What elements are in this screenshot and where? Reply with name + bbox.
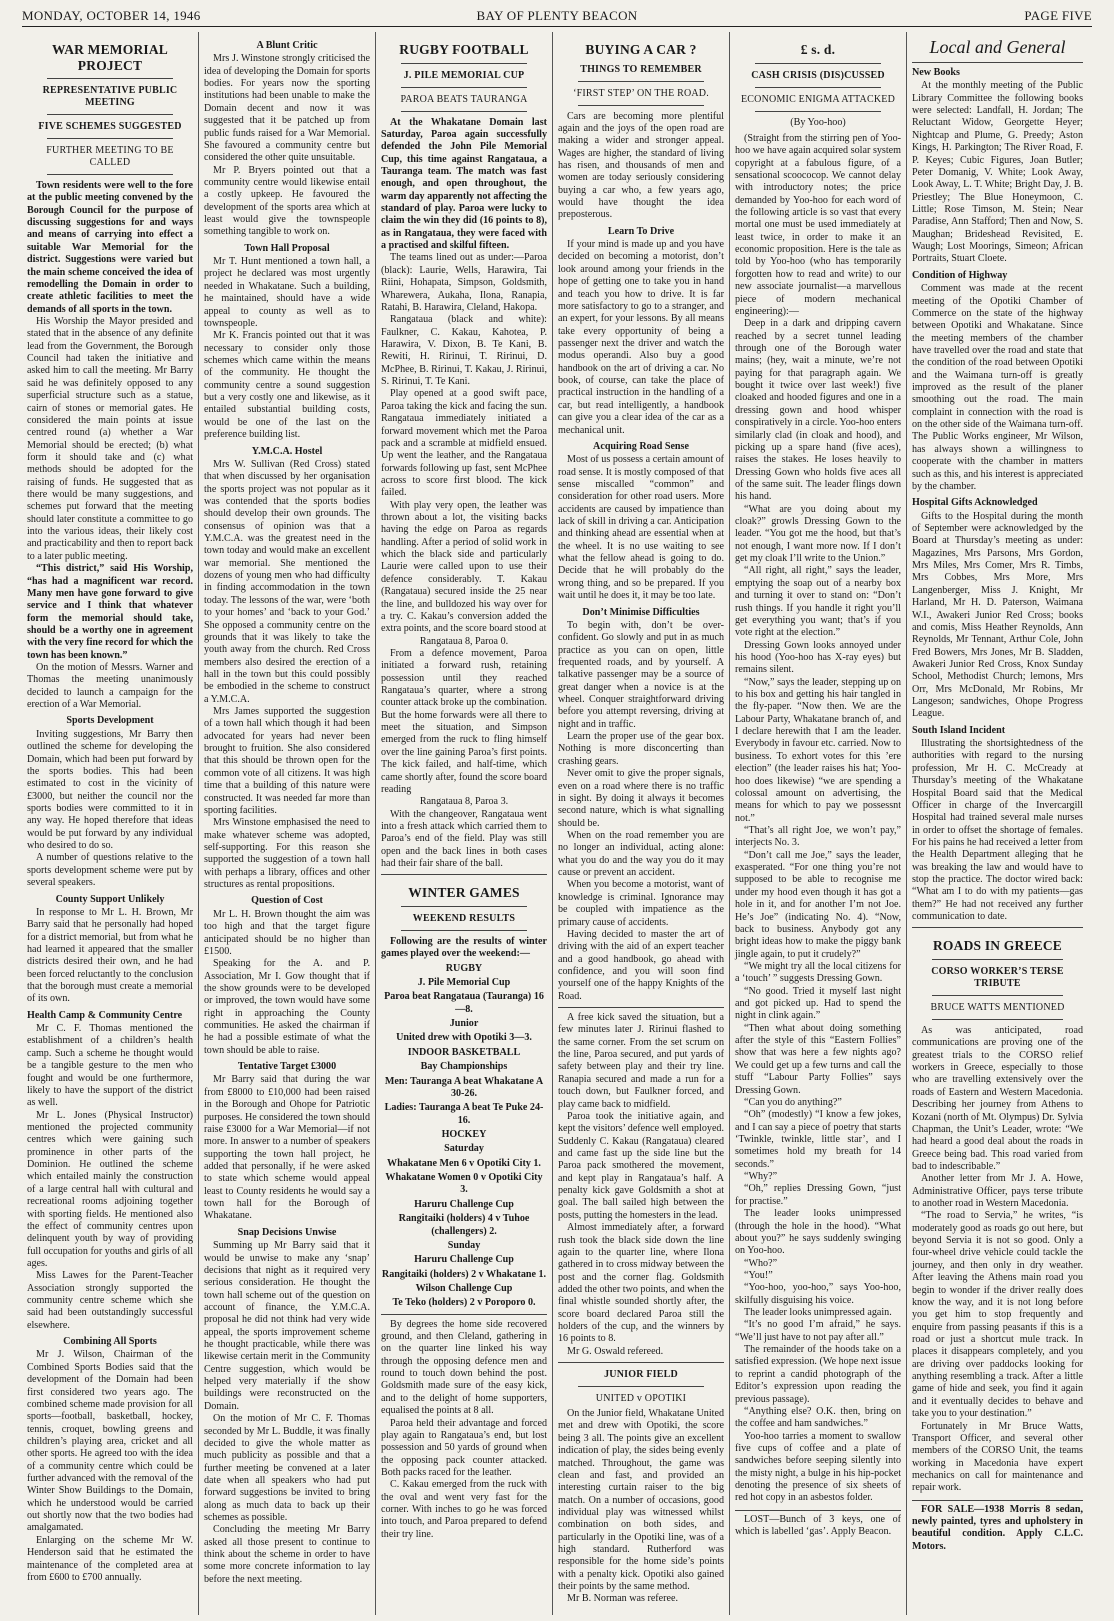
article-paragraph: “Then what about doing something after the style of this “Eastern Follies” show that was here a few nights ago? We could get up a few turns and call the stuff “Labour Party Follies” says Dressing Gown. xyxy=(735,1022,901,1096)
article-paragraph: “Can you do anything?” xyxy=(744,1096,842,1108)
article-paragraph: “You!” xyxy=(744,1269,773,1281)
article-paragraph: Speaking for the A. and P. Association, Mr I. Gow thought that if the show grounds were to be developed or improved, the town would have some right in approaching the County communities. He asked the chairman if he had a possible estimate of what the town should be able to raise. xyxy=(204,958,370,1056)
article-paragraph: Cars are becoming more plentiful again and the joys of the open road are making a wider and stronger appeal. Wages are higher, the standard of living has risen, and thousands of men and women are today seriously considering buying a car who, a few years ago, would have thought the idea preposterous. xyxy=(558,110,724,221)
section-heading: Tentative Target £3000 xyxy=(237,1061,337,1073)
result-line: Men: Tauranga A beat Whakatane A 30-26. xyxy=(384,1075,544,1099)
article-paragraph: “We might try all the local citizens for a ‘touch’ ” suggests Dressing Gown. xyxy=(735,960,901,985)
column-cash-crisis xyxy=(730,32,907,1615)
divider xyxy=(932,1019,1063,1020)
result-line: Paroa beat Rangataua (Tauranga) 16—8. xyxy=(384,991,544,1015)
junior-field-headline: JUNIOR FIELD xyxy=(604,1369,678,1381)
article-paragraph: Yoo-hoo tarries a moment to swallow five cups of coffee and a plate of sandwiches before seeping silently into the misty night, a bulge in his hip-pocket denoting the presence of six sheets of red hot copy in an asbestos folder. xyxy=(735,1430,901,1504)
lsd-subhead: ECONOMIC ENIGMA ATTACKED xyxy=(741,93,895,105)
section-heading: Hospital Gifts Acknowledged xyxy=(912,497,1038,509)
divider xyxy=(47,174,173,175)
divider xyxy=(401,930,527,931)
section-heading: A Blunt Critic xyxy=(256,40,318,51)
buying-car-subhead: THINGS TO REMEMBER xyxy=(580,63,702,75)
article-paragraph: With play very open, the leather was thrown about a lot, the visiting backs having the edge on Paroa as regards handling. After a period of solid work in which the black side and particularly Laurie were called upon to use their defence considerably. T. Kakau (Rangataua) secured inside the 25 near the line, and bulldozed his way over for a try. C. Kakau’s conversion added the extra points, and the score board stood at xyxy=(381,499,547,635)
article-paragraph: On the Junior field, Whakatane United met and drew with Opotiki, the score being 3 all. The points give an excellent indication of play, the sides being evenly matched. Throughout, the game was clean and fast, and provided an interesting curtain raiser to the big match. On a number of occasions, good individual play was witnessed whilst combination on both sides, and particularly in the Opotiki line, was of a high standard. Rutherford was responsible for the home side’s points with a penalty kick. Opotiki also gained their points by the same method. xyxy=(558,1408,724,1593)
article-paragraph: The remainder of the hoods take on a satisfied expression. (We hope next issue to reprint a candid photograph of the Editor’s expression upon reading the previous passage). xyxy=(735,1344,901,1405)
article-paragraph: With the changeover, Rangataua went into a fresh attack which carried them to Paroa’s end of the field. Play was still open and the back lines in both cases had their fair share of the ball. xyxy=(381,808,547,870)
section-heading: Condition of Highway xyxy=(912,269,1008,281)
section-heading: South Island Incident xyxy=(912,724,1006,736)
article-paragraph: The teams lined out as under:—Paroa (black): Laurie, Wells, Harawira, Tai Riini, Hohapata, Simpson, Goldsmith, Wharewera, Aukaha, Ilona, Ranapia, Ratahi, B. Harawira, Cleland, Hakopa. xyxy=(381,252,547,313)
section-heading: Town Hall Proposal xyxy=(244,242,330,254)
article-paragraph: “The road to Servia,” he writes, “is moderately good as roads go out here, but beyond Servia it is not so good. Only a four-wheel drive vehicle could tackle the journey, and then only in dry weather. After leaving the Athens main road you begin to wonder if the driver really does know the way, and it is not long before you get him to stop frequently and enquire from passing peasants if this is a road or just a shortcut mule track. In places it disappears completely, and you are driving over paddocks looking for anything resembling a track. After a little game of hide and seek, you find it again and it eventually decides to behave and take you to your destination.” xyxy=(912,1210,1083,1420)
article-lead: Following are the results of winter games played over the weekend:— xyxy=(381,935,547,960)
article-paragraph: Mr T. Hunt mentioned a town hall, a project he declared was most urgently needed in Whakatane. Such a building, he maintained, should have a wide appeal to county as well as to townspeople. xyxy=(204,256,370,329)
lsd-headline: £ s. d. xyxy=(800,42,836,57)
section-heading: Y.M.C.A. Hostel xyxy=(251,445,323,457)
result-line: Rangitaiki (holders) 2 v Whakatane 1. xyxy=(381,1268,547,1280)
result-line: Rangitaiki (holders) 4 v Tuhoe (challengers) 2. xyxy=(398,1213,530,1237)
score-line: Rangataua 8, Paroa 0. xyxy=(419,635,509,647)
article-paragraph: “Don’t call me Joe,” says the leader, exasperated. “For one thing you’re not supposed to be able to recognise me under my hood even though it has got a hole in it, and for another I’m not Joe. He’s Joe” (indicating No. 4). “Now, back to business. Anybody got any bright ideas how to make the piggy bank jingle again, to put it crudely?” xyxy=(735,849,901,960)
rugby-subhead: J. PILE MEMORIAL CUP xyxy=(403,69,525,81)
divider xyxy=(401,63,527,64)
results-subheading: Bay Championships xyxy=(420,1061,508,1073)
score-line: Rangataua 8, Paroa 3. xyxy=(419,796,509,808)
buying-car-subhead: ‘FIRST STEP’ ON THE ROAD. xyxy=(573,87,709,99)
article-paragraph: A free kick saved the situation, but a few minutes later J. Ririnui flashed to the same corner. From the set scrum on the line, Paroa secured, and put yards of safety between play and their try line. Ranapia secured and made a run for a touch down, but Faulkner forced, and play came back to midfield. xyxy=(558,1012,724,1110)
classified-ad xyxy=(735,1510,901,1539)
article-paragraph: “Why?” xyxy=(744,1171,778,1183)
results-heading: INDOOR BASKETBALL xyxy=(407,1046,521,1058)
article-paragraph: Another letter from Mr J. A. Howe, Administrative Officer, pays terse tribute to another road in Western Macedonia. xyxy=(912,1173,1083,1210)
divider xyxy=(381,1314,547,1315)
article-paragraph: Mrs James supported the suggestion of a town hall which though it had been advocated for years had never been brought to fruition. She also considered that this should be thrown open for the common vote of all citizens. It was high time that a building of this nature were constructed. It was needed far more than sporting facilities. xyxy=(204,706,370,816)
result-line: Te Teko (holders) 2 v Poroporo 0. xyxy=(392,1297,536,1309)
column-war-memorial-continued xyxy=(199,32,376,1615)
war-memorial-subhead: FURTHER MEETING TO BE CALLED xyxy=(46,145,174,169)
article-paragraph: By degrees the home side recovered ground, and then Cleland, gathering in on the quarter line linked his way through the opposing defence men and round to touch down behind the post. Goldsmith made sure of the easy kick, and to the delight of home supporters, equalised the points at 8 all. xyxy=(381,1318,547,1417)
classified-ad xyxy=(912,1500,1083,1553)
divider xyxy=(47,138,173,139)
column-rugby-football xyxy=(376,32,553,1615)
article-paragraph: As was anticipated, road communications are proving one of the greatest trials to the CORSO relief workers in Greece, especially to those who are travelling extensively over the roads of Eastern and Western Macedonia. Describing her journey from Athens to Kozani (north of Mt. Olympus) Dr. Sylvia Chapman, the Unit’s Leader, wrote: “We had heard a good deal about the roads in Greece being bad. This road varied from bad to indescribable.” xyxy=(912,1025,1083,1172)
article-paragraph: “Oh,” replies Dressing Gown, “just for practise.” xyxy=(735,1183,901,1207)
winter-games-subhead: WEEKEND RESULTS xyxy=(412,912,516,924)
article-paragraph: Mr C. F. Thomas mentioned the establishment of a children’s health camp. Such a scheme he thought would be a tangible gesture to the men who fought and would be one furthermore, likely to have the support of the district as well. xyxy=(27,1023,193,1109)
article-paragraph: The leader looks unimpressed (through the hole in the hood). “What about you?” he says suddenly swinging on Yoo-hoo. xyxy=(735,1208,901,1257)
article-quote: “This district,” said His Worship, “has had a magnificent war record. Many men have gone forward to give service and I think that whatever form the memorial should take, should be a worthy one in agreement with the very fine record for which the town has been known.” xyxy=(27,563,193,661)
article-paragraph: A number of questions relative to the sports development scheme were put by several speakers. xyxy=(27,852,193,889)
column-local-and-general xyxy=(907,32,1088,1615)
divider xyxy=(755,87,881,88)
divider xyxy=(401,906,527,907)
section-heading: Acquiring Road Sense xyxy=(593,440,689,452)
results-subheading: J. Pile Memorial Cup xyxy=(417,977,511,989)
article-paragraph: C. Kakau emerged from the ruck with the oval and went very fast for the corner. With inches to go he was forced into touch, and Paroa prepared to defend their try line. xyxy=(381,1479,547,1540)
article-paragraph: Miss Lawes for the Parent-Teacher Association strongly supported the community centre scheme which she said had been outstandingly successful elsewhere. xyxy=(27,1270,193,1331)
results-subheading: Junior xyxy=(449,1018,479,1030)
article-paragraph: Mr B. Norman was referee. xyxy=(567,1593,678,1605)
article-paragraph: On the motion of Messrs. Warner and Thomas the meeting unanimously decided to launch a campaign for the erection of a War Memorial. xyxy=(27,662,193,711)
article-paragraph: Summing up Mr Barry said that it would be unwise to make any ‘snap’ decisions that night as it required very serious consideration. He thought the town hall scheme out of the question on account of finance, the Y.M.C.A. proposal he did not think had very wide appeal, the sports improvement scheme he thought practicable, while there was likewise certain merit in the Community Centre suggestion, which would be helped very materially if the show buildings were reconstructed on the Domain. xyxy=(204,1240,370,1412)
winter-games-headline: WINTER GAMES xyxy=(408,885,520,901)
article-paragraph: Comment was made at the recent meeting of the Opotiki Chamber of Commerce on the state of the highway between Opotiki and Whakatane. Since the meeting members of the chamber have travelled over the road and state that the condition of the road between Opotiki and the Waimana turn-off is greatly improved as the result of the planer smoothing out the road. The main complaint in connection with the road is on the other side of the Waimana turn-off. The Public Works engineer, Mr Wilson, has always shown a willingness to cooperate with the chamber in matters such as this, and his interest is appreciated by the chamber. xyxy=(912,283,1083,492)
article-paragraph: “That’s all right Joe, we won’t pay,” interjects No. 3. xyxy=(735,825,901,849)
article-paragraph: When on the road remember you are no longer an individual, acting alone: what you do and the way you do it may cause or prevent an accident. xyxy=(558,830,724,879)
article-paragraph: “Anything else? O.K. then, bring on the coffee and ham sandwiches.” xyxy=(735,1405,901,1430)
article-paragraph: Mr L. H. Brown thought the aim was too high and that the target figure anticipated should be no higher than £1500. xyxy=(204,908,370,957)
article-paragraph: Inviting suggestions, Mr Barry then outlined the scheme for developing the Domain, which had been put forward by the sports bodies. This had been estimated to cost in the vicinity of £3000, but neither the council nor the sports bodies were committed to it in any way. He hoped therefore that ideas would be put forward by any individual who desired to do so. xyxy=(27,728,193,852)
results-heading: HOCKEY xyxy=(441,1128,487,1140)
article-paragraph: Learn the proper use of the gear box. Nothing is more disconcerting than crashing gears. xyxy=(558,731,724,767)
result-line: Whakatane Men 6 v Opotiki City 1. xyxy=(387,1157,541,1169)
for-sale-notice: FOR SALE—1938 Morris 8 sedan, newly painted, tyres and upholstery in beautiful condition. Apply C.L.C. Motors. xyxy=(912,1503,1083,1552)
divider xyxy=(381,874,547,875)
article-paragraph: Enlarging on the scheme Mr W. Henderson said that he estimated the maintenance of the completed area at from £600 to £700 annually. xyxy=(27,1534,193,1583)
article-paragraph: “Oh” (modestly) “I know a few jokes, and I can say a piece of poetry that starts ‘Twinkle, twinkle, little star’, and I sometimes hold my breath for 14 seconds.” xyxy=(735,1109,901,1170)
article-paragraph: Having decided to master the art of driving with the aid of an expert teacher and a good handbook, go ahead with confidence, and you will soon find yourself one of the happy Knights of the Road. xyxy=(558,928,724,1002)
article-paragraph: Almost immediately after, a forward rush took the black side down the line again to the quarter line, where Ilona gathered in to cross midway between the post and the corner flag. Goldsmith added the other two points, and when the final whistle sounded shortly after, the score board declared Paroa still the holders of the cup, and the winners by 16 points to 8. xyxy=(558,1222,724,1345)
article-paragraph: Illustrating the shortsightedness of the authorities with regard to the nursing profession, Mr H. C. McCready at Thursday’s meeting of the Whakatane Hospital Board said that the Medical Officer in charge of the Invercargill Hospital had trained several male nurses in order to offset the shortage of females. For his pains he had received a letter from the Health Department alleging that he was breaking the law and would have to stop the practice. The doctor wired back: “What am I to do with my patients—gas them?” He had not received any further communication to date. xyxy=(912,738,1083,923)
article-paragraph: Gifts to the Hospital during the month of September were acknowledged by the Board at Thursday’s meeting as under: Magazines, Mrs Parsons, Mrs Gordon, Mrs Miles, Mrs Comer, Mrs R. Timbs, Mrs Cobbes, Mrs More, Mrs Langenberger, Miss J. Knight, Mr Harland, Mr H. D. Paterson, Waimana W.I., Awakeri Junior Red Cross; books and comis, Miss Heather Reynolds, Ann Reynolds, Mr Tennant, Arthur Cole, John Fred Bowers, Mrs Jones, Mr B. Sladden, Awakeri Junior Red Cross, Knox Sunday School, Methodist Church; lemons, Mrs Orr, Mrs McDonald, Mr Robins, Mr Langeson; sandwiches, Ohope Progress League. xyxy=(912,510,1083,720)
section-heading: Don’t Minimise Difficulties xyxy=(582,606,700,618)
article-paragraph: “All right, all right,” says the leader, emptying the soap out of a nearby box and turning it over to stand on: “Don’t rush things. If you handle it right you’ll get everything you want; that’s if you vote right at the election.” xyxy=(735,565,901,639)
results-heading: RUGBY xyxy=(445,962,483,974)
article-paragraph: In response to Mr L. H. Brown, Mr Barry said that he personally had hoped for a district memorial, but from what he had learned it appeared that the smaller districts desired their own, and he had been forced reluctantly to the conclusion that the borough must create a memorial of its own. xyxy=(27,906,193,1005)
results-subheading: Saturday xyxy=(444,1143,484,1155)
article-paragraph: From a defence movement, Paroa initiated a forward rush, retaining possession until they reached Rangataua’s quarter, where a strong counter attack broke up the combination. But the home forwards were all there to meet the situation, and Simpson emerged from the ruck to fling himself over the line gaining Paroa’s first points. The kick failed, and half-time, which came shortly after, found the score board reading xyxy=(381,647,547,795)
page-number: PAGE FIVE xyxy=(1024,8,1092,23)
divider xyxy=(912,927,1083,928)
article-paragraph: On the motion of Mr C. F. Thomas seconded by Mr L. Buddle, it was finally decided to give the whole matter as much publicity as possible and that a further meeting be convened at a later date when all speakers who had put forward suggestions be invited to bring along as much data to back up their schemes as possible. xyxy=(204,1413,370,1524)
section-heading: Question of Cost xyxy=(251,895,323,907)
article-paragraph: Mrs Winstone emphasised the need to make whatever scheme was adopted, self-supporting. For this reason she supported the suggestion of a town hall with perhaps a library, offices and other structures as rental propositions. xyxy=(204,817,370,891)
divider xyxy=(401,87,527,88)
article-paragraph: (Straight from the stirring pen of Yoo-hoo we have again acquired solar system copyright at a fabulous figure, of a sensational scoococop. We cannot delay with introductory notes; the price demanded by Yoo-hoo for each word of the following article is so vast that every mortal one must be used immediately at least twice, in order to make it an economic proposition. Here is the tale as told by Yoo-hoo (who has temporarily forgotten how to read and write) to our new associate journalist—a marvellous piece of modern mechanical engineering):— xyxy=(735,132,901,317)
divider xyxy=(578,1386,704,1387)
rugby-headline: RUGBY FOOTBALL xyxy=(399,42,529,57)
result-line: Whakatane Women 0 v Opotiki City 3. xyxy=(385,1172,543,1196)
divider xyxy=(578,81,704,82)
article-paragraph: “Now,” says the leader, stepping up on to his box and getting his hair tangled in the fly-paper. “Now then. We are the Labour Party, Whakatane branch of, and I declare herewith that I am the leader. Everybody in favour etc. carried. Now to business. To exhort votes for this ’ere election” (the leader raises his hat; Yoo-hoo does likewise) “we are spending a colossal amount on advertising, the means for which to pay we possessnt not.” xyxy=(735,676,901,824)
results-subheading: Haruru Challenge Cup xyxy=(414,1254,514,1266)
article-paragraph: Play opened at a good swift pace, Paroa taking the kick and facing the sun. Rangataua immediately initiated a forward movement which met the Paroa pack and a scramble at midfield ensued. Up went the leather, and the Rangataua forwards following up fast, sent McPhee across to score first blood. The kick failed. xyxy=(381,388,547,499)
article-paragraph: “Yoo-hoo, yoo-hoo,” says Yoo-hoo, skilfully disguising his voice. xyxy=(735,1282,901,1306)
article-paragraph: “No good. Tried it myself last night and got picked up. Had to spend the night in clink again.” xyxy=(735,985,901,1022)
article-paragraph: “What are you doing about my cloak?” growls Dressing Gown to the leader. “You got me the hood, but that’s not enough, I want more now. If I don’t get my cloak I’ll write to the Union.” xyxy=(735,503,901,565)
article-paragraph: Dressing Gown looks annoyed under his hood (Yoo-hoo has X-ray eyes) but remains silent. xyxy=(735,639,901,676)
section-heading: County Support Unlikely xyxy=(55,893,165,905)
war-memorial-subhead: FIVE SCHEMES SUGGESTED xyxy=(38,121,182,133)
section-heading: Snap Decisions Unwise xyxy=(237,1226,337,1238)
section-heading: Learn To Drive xyxy=(607,225,675,237)
article-paragraph: Rangataua (black and white): Faulkner, C. Kakau, Kahotea, P. Harawira, V. Dixon, B. Te Kani, B. Rewiti, H. Ririnui, T. Ririnui, D. McPhee, B. Ririnui, T. Kakau, J. Ririnui, S. Ririnui, T. Te Kani. xyxy=(381,314,547,388)
divider xyxy=(558,1007,724,1008)
article-paragraph: Fortunately in Mr Bruce Watts, Transport Officer, and several other members of the CORSO Unit, the teams working in Macedonia have expert mechanics on call for maintenance and repair work. xyxy=(912,1420,1083,1494)
article-paragraph: Paroa took the initiative again, and kept the visitors’ defence well employed. Suddenly C. Kakau (Rangataua) cleared and came fast up the side line but the Paroa pack smothered the movement, and kept play in Rangataua’s half. A penalty kick gave Goldsmith a shot at goal. The ball sailed high between the posts, putting the homesters in the lead. xyxy=(558,1110,724,1221)
divider xyxy=(578,105,704,106)
divider xyxy=(755,111,881,112)
article-lead: At the Whakatane Domain last Saturday, Paroa again successfully defended the John Pile Memorial Cup, this time against Rangataua, a Tauranga team. The match was fast enough, and open throughout, the warm day apparently not affecting the standard of play. Paroa were lucky to claim the win they did (16 points to 8), as in Rangataua, they were faced with a practised and skilful fifteen. xyxy=(381,116,547,252)
article-paragraph: Mr Barry said that during the war from £8000 to £10,000 had been raised in the Borough and Ohope for Patriotic purposes. He considered the town should raise £3000 for a War Memorial—if not more. In answer to a number of speakers supporting the town hall project, he added that personally, if he were asked to state which scheme would appeal least to County residents he would say a town hall for the Borough of Whakatane. xyxy=(204,1074,370,1222)
divider xyxy=(47,78,173,79)
article-paragraph: Most of us possess a certain amount of road sense. It is mostly composed of that sense miscalled “common” and consideration for other road users. More accidents are caused by impatience than lack of skill in driving a car. Anticipation and thinking ahead are essential when at the wheel. It is no use waiting to see what the fellow ahead is going to do. Decide that he will probably do the wrong thing, and so be prepared. If you wait until he does it, it may be too late. xyxy=(558,454,724,602)
article-paragraph: Mr L. Jones (Physical Instructor) mentioned the projected community centres which were gaining such prominence in other parts of the Dominion. He outlined the scheme which entailed mainly the construction of a large central hall with cultural and recreational rooms adjoining together with sporting fields. He mentioned also the effect of community centres upon delinquent youth by way of providing full occupation for youths and girls of all ages. xyxy=(27,1109,193,1269)
divider xyxy=(401,111,527,112)
divider xyxy=(932,959,1063,960)
article-paragraph: At the monthly meeting of the Public Library Committee the following books were selected: Landfall, H. Jordan; The Reluctant Widow, Georgette Heyer; Nightcap and Plume, G. Preedy; Aston Kings, H. Parkington; The River Road, F. P. Keyes; Cubic Figures, Joan Butler; Peter Domanig, V. White; Look Away, Look Away, L. T. White; Bright Day, J. B. Priestley; The Blue Honeymoon, C. Little; Rose Timson, M. Stein; Near Paradise, Ann Stafford; Then and Now, S. Maughan; Brideshead Revisited, E. Waugh; Lost Moorings, Simeon; African Portraits, Stuart Cloete. xyxy=(912,80,1083,265)
section-heading: Sports Development xyxy=(66,715,154,727)
column-buying-a-car xyxy=(553,32,730,1615)
result-line: Ladies: Tauranga A beat Te Puke 24-16. xyxy=(384,1102,544,1126)
paper-name: BAY OF PLENTY BEACON xyxy=(476,8,638,23)
article-paragraph: Mrs W. Sullivan (Red Cross) stated that when discussed by her organisation the sports project was not popular as it was contended that the sports bodies should develop their own grounds. The consensus of opinion was that a Y.M.C.A. was the greatest need in the town today and would make an excellent war memorial. She mentioned the dozens of young men who had difficulty in finding accommodation in the town today. The lessons of the war, were ‘both to your homes’ and ‘back to your God.’ She opposed a community centre on the grounds that it was likely to take the youth away from the church. Red Cross members also desired the erection of a hall in the town but this could possibly be embodied in the scheme to construct a Y.M.C.A. xyxy=(204,458,370,705)
roads-in-greece-subhead: CORSO WORKER’S TERSE TRIBUTE xyxy=(931,966,1064,989)
newspaper-columns xyxy=(22,32,1104,1615)
article-paragraph: Mr K. Francis pointed out that it was necessary to consider only those schemes which came within the means of the community. He thought the community centre a sound suggestion but a very costly one and likewise, as it entailed substantial building costs, would be one of the last on the preference building list. xyxy=(204,330,370,441)
divider xyxy=(755,63,881,64)
war-memorial-headline: WAR MEMORIAL PROJECT xyxy=(51,42,169,73)
roads-in-greece-subhead: BRUCE WATTS MENTIONED xyxy=(930,1002,1065,1013)
lsd-subhead: CASH CRISIS (DIS)CUSSED xyxy=(751,69,885,81)
article-paragraph: Deep in a dark and dripping cavern reached by a secret tunnel leading through one of the Borough water mains; (hey, wait a minute, we’re not paying for that paragraph again. We bought it twice over last week!) five cloaked and hooded figures and one in a dressing gown and hood whisper conspiratively in a circle. Yoo-hoo enters similarly clad (in cloak and hood), and picking up a spare hand (five aces), raises the stakes. He loses heavily to Dressing Gown who holds five aces all of the same suit. The leader flings down his hand. xyxy=(735,318,901,503)
rugby-subhead: PAROA BEATS TAURANGA xyxy=(400,93,528,105)
divider xyxy=(47,114,173,115)
issue-date: MONDAY, OCTOBER 14, 1946 xyxy=(22,8,201,23)
section-heading: Combining All Sports xyxy=(63,1336,157,1348)
section-heading: New Books xyxy=(912,67,960,79)
divider xyxy=(932,995,1063,996)
article-paragraph: Mrs J. Winstone strongly criticised the idea of developing the Domain for sports bodies. For years now the sporting institutions had been unable to make the Domain decent and now it was suggested that it be patched up from public funds raised for a War Memorial. She favoured a community centre but considered the other quite unsuitable. xyxy=(204,53,370,164)
article-paragraph: Concluding the meeting Mr Barry asked all those present to continue to think about the scheme in order to have some more concrete information to lay before the next meeting. xyxy=(204,1524,370,1585)
article-paragraph: “Who?” xyxy=(744,1257,778,1269)
result-line: United drew with Opotiki 3—3. xyxy=(396,1032,532,1044)
article-paragraph: His Worship the Mayor presided and stated that in the absence of any definite lead from the Government, the Borough Council had taken the initiative and asked him to call the meeting. Mr Barry said he was definitely opposed to any superficial structure such as a statue, cairn of stones or memorial gates. He considered the main points at issue centred round (a) whether a War Memorial should be erected; (b) what form it should take and (c) what methods should be adopted for the raising of funds. He suggested that as there would be many suggestions, and schemes put forward that the meeting should later constitute a committee to go into the various ideas, their likely cost and practicability and then to report back to a later public meeting. xyxy=(27,315,193,562)
article-paragraph: When you become a motorist, want of knowledge is criminal. Ignorance may be coupled with impatience as the primary cause of accidents. xyxy=(558,879,724,928)
byline: (By Yoo-hoo) xyxy=(790,116,846,128)
roads-in-greece-headline: ROADS IN GREECE xyxy=(932,938,1063,954)
article-paragraph: Mr J. Wilson, Chairman of the Combined Sports Bodies said that the development of the Domain had been first considered two years ago. The combined scheme made provision for all sports—football, basketball, hockey, tennis, croquet, bowling greens and children’s playing area, cricket and all other sports. He agreed too with the idea of a community centre which could be further advanced with the removal of the Winter Show Buildings to the Domain, which he understood would be carried out shortly now that the two bodies had amalgamated. xyxy=(27,1349,193,1534)
lost-notice: LOST—Bunch of 3 keys, one of which is labelled ‘gas’. Apply Beacon. xyxy=(735,1513,901,1538)
article-paragraph: The leader looks unimpressed again. xyxy=(744,1307,892,1319)
divider xyxy=(912,62,1083,63)
column-war-memorial xyxy=(22,32,199,1615)
article-paragraph: If your mind is made up and you have decided on becoming a motorist, don’t look around among your friends in the hope of getting one to take you in hand and teach you how to drive. It is far more satisfactory to go to a stranger, and an expert, for your lessons. By all means take every opportunity of being a passenger next the driver and watch the modus operandi. Also buy a good handbook on the art of driving a car. No book, of course, can take the place of practical instruction in the handling of a car, but read intelligently, a handbook can give you a clear idea of the car as a mechanical unit. xyxy=(558,239,724,436)
divider xyxy=(558,1362,724,1363)
buying-car-headline: BUYING A CAR ? xyxy=(585,42,697,57)
article-paragraph: To begin with, don’t be over-confident. Go slowly and put in as much practice as you can on open, little frequented roads, and by yourself. A talkative passenger may be a source of great danger when a novice is at the wheel. Conquer straightforward driving before you attempt reversing, driving at night and in traffic. xyxy=(558,619,724,730)
results-subheading: Wilson Challenge Cup xyxy=(415,1282,513,1294)
article-paragraph: Mr P. Bryers pointed out that a community centre would likewise entail a costly upkeep. He favoured the development of the sports area which at least would give the townspeople something tangible to work on. xyxy=(204,164,370,238)
article-paragraph: “It’s no good I’m afraid,” he says. “We’ll just have to not pay after all.” xyxy=(735,1319,901,1343)
article-paragraph: Paroa held their advantage and forced play again to Rangataua’s end, but lost possession and 50 yards of ground when the opposing pack counter attacked. Both packs raced for the leather. xyxy=(381,1417,547,1478)
masthead xyxy=(22,6,1092,27)
article-paragraph: Mr G. Oswald refereed. xyxy=(567,1345,664,1357)
article-paragraph: Never omit to give the proper signals, even on a road where there is no traffic in sight. By doing it always it becomes second nature, which is what signalling should be. xyxy=(558,768,724,829)
results-subheading: Sunday xyxy=(447,1239,481,1251)
local-general-headline: Local and General xyxy=(929,37,1066,57)
section-heading: Health Camp & Community Centre xyxy=(27,1009,183,1021)
article-lead: Town residents were well to the fore at the public meeting convened by the Borough Council for the purpose of discussing suggestions for and ways and means of carrying into effect a suitable War Memorial for the district. Suggestions were varied but the main scheme conceived the idea of remodelling the Domain in order to create athletic facilities to meet the demands of all sports in the town. xyxy=(27,180,193,315)
junior-field-subhead: UNITED v OPOTIKI xyxy=(595,1393,687,1405)
war-memorial-subhead: REPRESENTATIVE PUBLIC MEETING xyxy=(42,85,178,109)
results-subheading: Haruru Challenge Cup xyxy=(414,1198,514,1210)
